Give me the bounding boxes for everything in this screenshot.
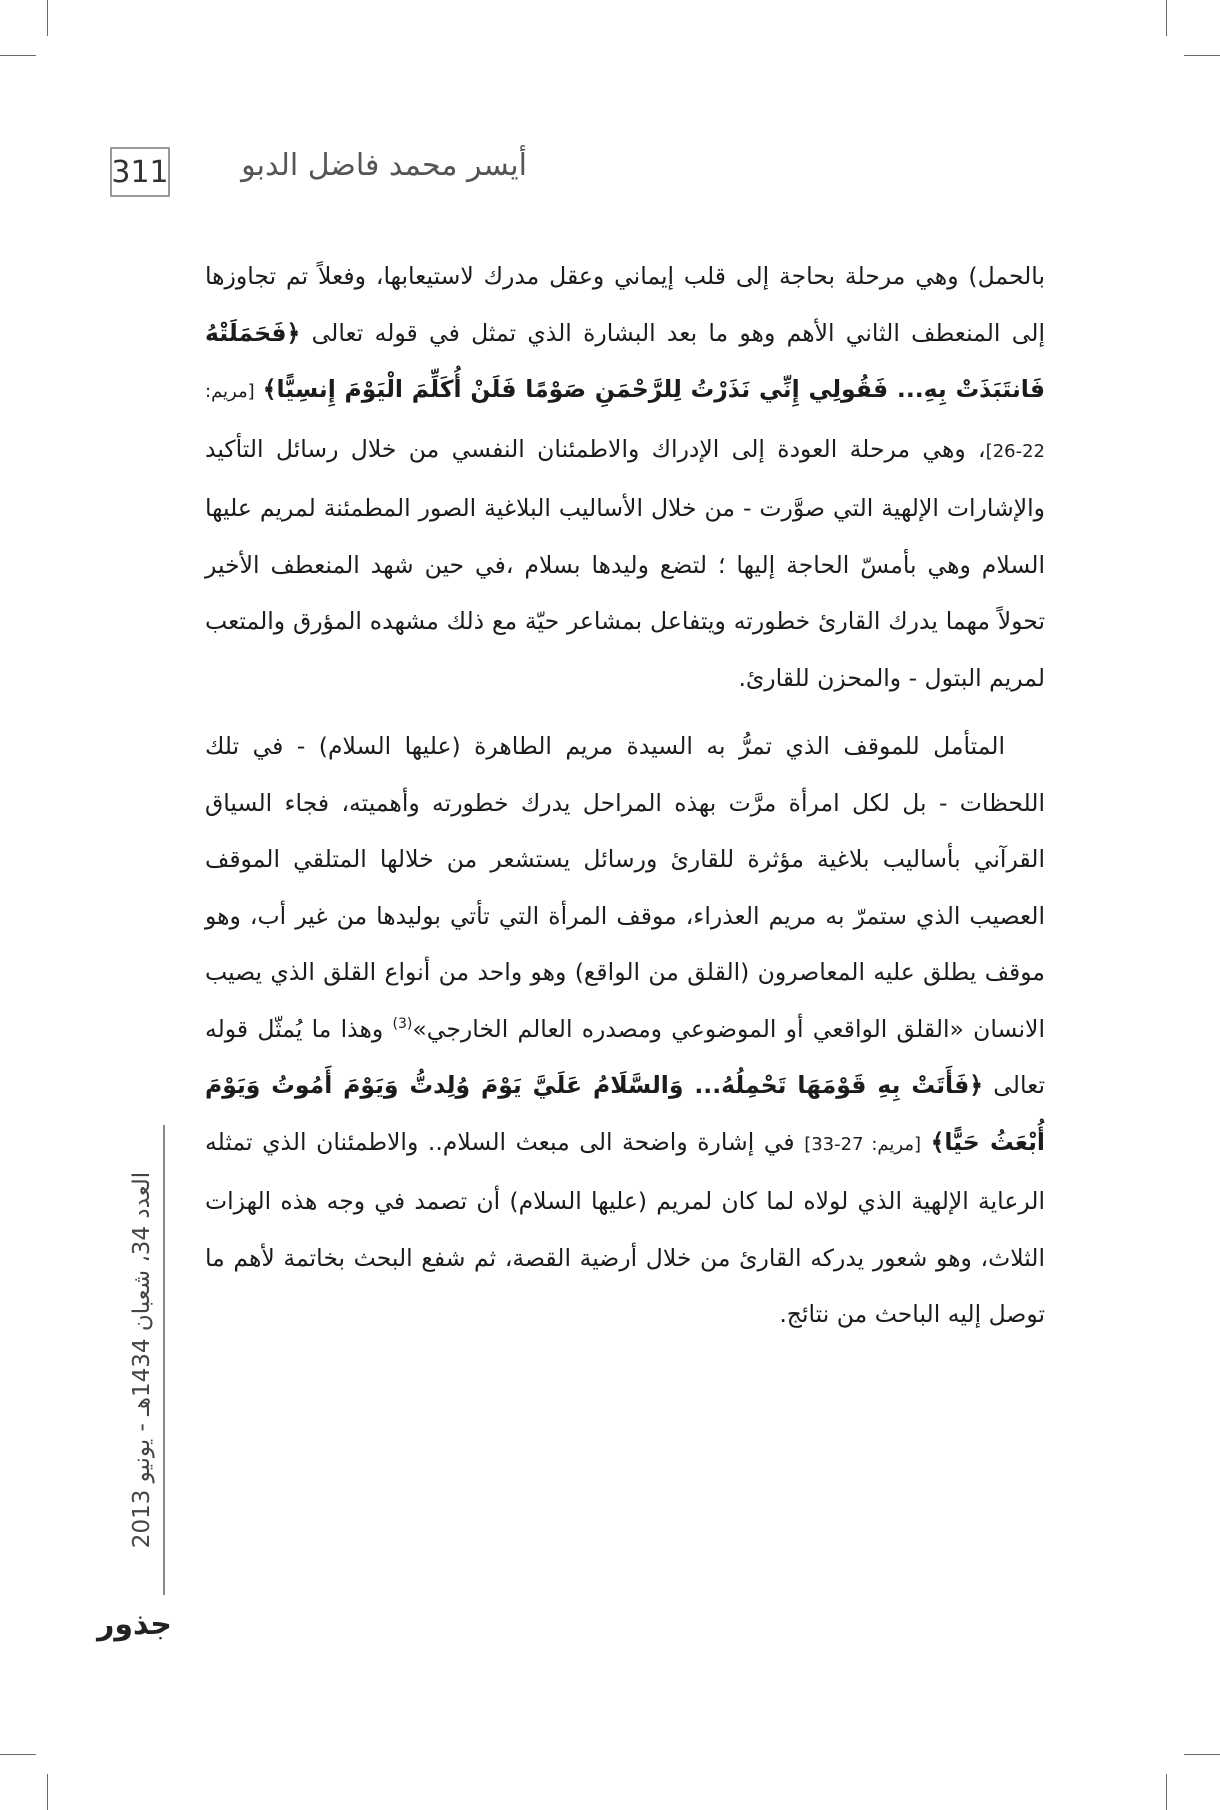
- crop-mark: [1184, 1754, 1220, 1755]
- paragraph: [205, 248, 1045, 706]
- text-run: بالحمل) وهي مرحلة بحاجة إلى قلب إيماني وعقل مدرك لاستيعابها، وفعلاً تم تجاوزها إلى المنعطف الثاني الأهم وهو ما بعد البشارة الذي تمثل في قوله تعالى: [205, 262, 1045, 347]
- journal-logo: جذور: [97, 1607, 172, 1642]
- sidebar-rule: [163, 1125, 165, 1595]
- crop-mark: [1166, 1774, 1167, 1810]
- crop-mark: [0, 1754, 36, 1755]
- crop-mark: [47, 1774, 48, 1810]
- crop-mark: [0, 55, 36, 56]
- text-run: في إشارة واضحة الى مبعث السلام.. والاطمئنان الذي تمثله الرعاية الإلهية الذي لولاه لما كان لمريم (عليها السلام) أن تصمد في وجه هذه الهزات الثلاث، وهو شعور يدركه القارئ من خلال أرضية القصة، ثم شفع البحث بخاتمة لأهم ما توصل إليه الباحث من نتائج.: [205, 1127, 1045, 1328]
- citation: [مريم: 22-26]: [205, 381, 1045, 462]
- page-number: 311: [110, 147, 170, 197]
- issue-info: [122, 1125, 162, 1595]
- body-text: [205, 248, 1045, 1343]
- paragraph: [205, 718, 1045, 1343]
- crop-mark: [1184, 55, 1220, 56]
- crop-mark: [47, 0, 48, 36]
- crop-mark: [1166, 0, 1167, 36]
- quran-verse: ﴿فَحَمَلَتْهُ فَانتَبَذَتْ بِهِ... فَقُولِي إِنِّي نَذَرْتُ لِلرَّحْمَنِ صَوْمًا فَلَنْ أُكَلِّمَ الْيَوْمَ إِنسِيًّا﴾: [205, 318, 1045, 403]
- text-run: ، وهي مرحلة العودة إلى الإدراك والاطمئنان النفسي من خلال رسائل التأكيد والإشارات الإلهية التي صوَّرت - من خلال الأساليب البلاغية الصور المطمئنة لمريم عليها السلام وهي بأمسّ الحاجة إليها ؛ لتضع وليدها بسلام ،في حين شهد المنعطف الأخير تحولاً مهما يدرك القارئ خطورته ويتفاعل بمشاعر حيّة مع ذلك مشهده المؤرق والمتعب لمريم البتول - والمحزن للقارئ.: [205, 434, 1045, 692]
- footnote-reference: (3): [392, 1015, 413, 1032]
- text-run: المتأمل للموقف الذي تمرُّ به السيدة مريم الطاهرة (عليها السلام) - في تلك اللحظات - بل لكل امرأة مرَّت بهذه المراحل يدرك خطورته وأهميته، فجاء السياق القرآني بأساليب بلاغية مؤثرة للقارئ ورسائل يستشعر من خلالها المتلقي الموقف العصيب الذي ستمرّ به مريم العذراء، موقف المرأة التي تأتي بوليدها من غير أب، وهو موقف يطلق عليه المعاصرون (القلق من الواقع) وهو واحد من أنواع القلق الذي يصيب الانسان «القلق الواقعي أو الموضوعي ومصدره العالم الخارجي»: [205, 732, 1045, 1043]
- text-run: وهذا ما يُمثّل قوله تعالى: [205, 1014, 1045, 1099]
- running-head-author: أيسر محمد فاضل الدبو: [241, 148, 527, 183]
- issue-info-text: العدد 34، شعبان 1434هـ - يونيو 2013: [129, 1171, 155, 1549]
- quran-verse: ﴿فَأَتَتْ بِهِ قَوْمَهَا تَحْمِلُهُ... وَالسَّلَامُ عَلَيَّ يَوْمَ وُلِدتُّ وَيَوْمَ أَمُوتُ وَيَوْمَ أُبْعَثُ حَيًّا﴾: [205, 1071, 1045, 1156]
- citation: [مريم: 27-33]: [804, 1133, 922, 1155]
